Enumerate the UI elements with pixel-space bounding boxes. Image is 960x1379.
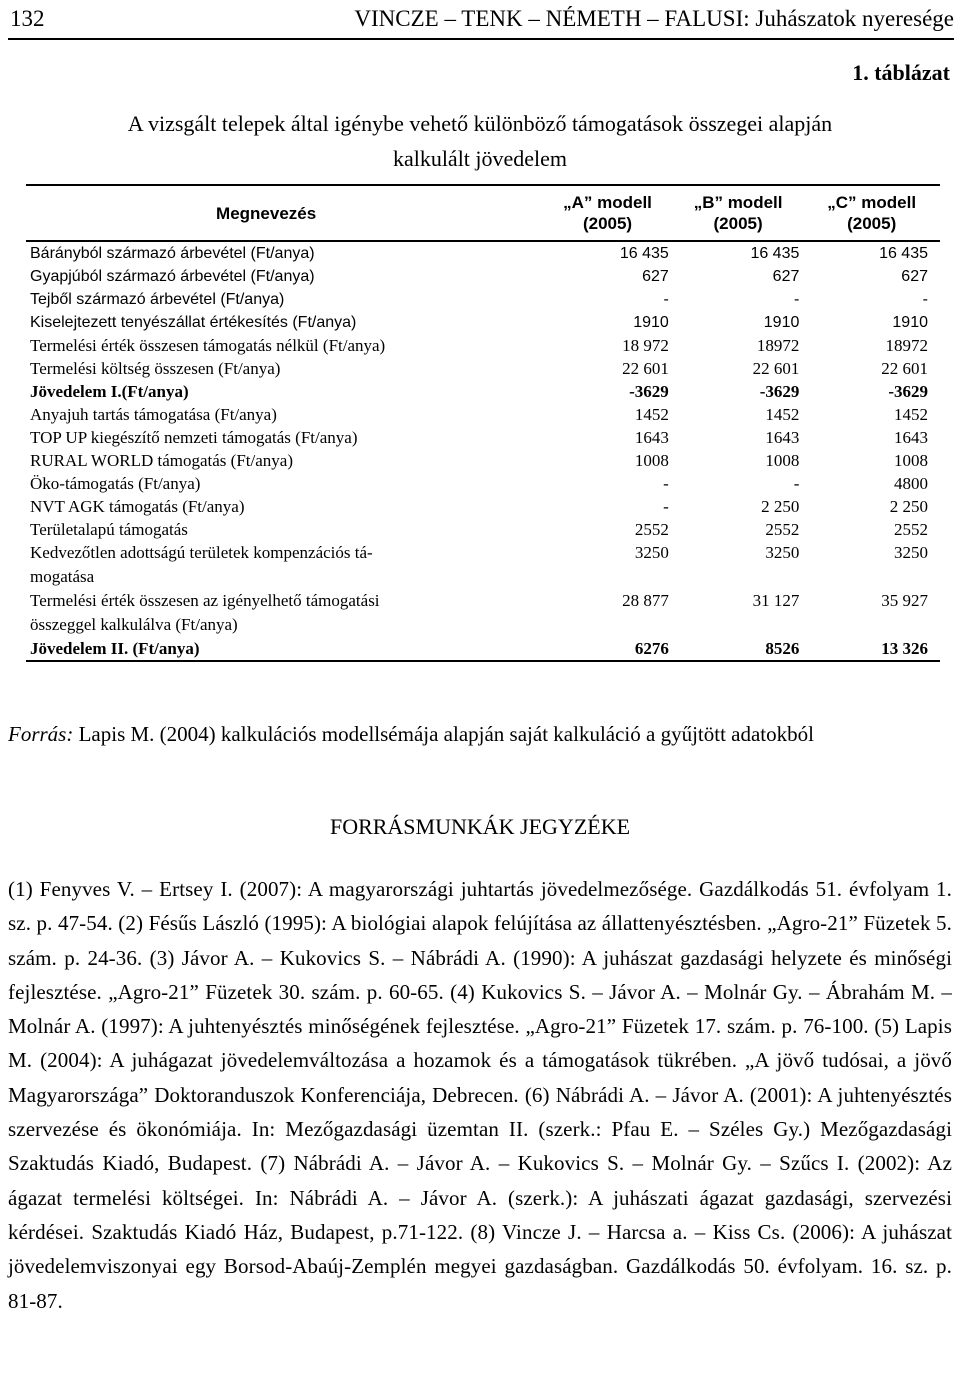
cell-b: 1452 [765, 405, 800, 424]
cell-a: 1452 [634, 405, 669, 424]
table-row [26, 449, 940, 472]
cell-c: 18972 [885, 336, 928, 355]
cell-a: -3629 [629, 382, 669, 401]
column-header-name: Megnevezés [26, 185, 542, 241]
cell-a: - [663, 291, 669, 308]
table-row [26, 472, 940, 495]
data-table [26, 184, 940, 662]
cell-c: 13 326 [803, 637, 940, 661]
source-label: Forrás: [8, 722, 74, 746]
cell-c: 3250 [894, 543, 928, 562]
row-label [26, 541, 542, 589]
row-label: Gyapjúból származó árbevétel (Ft/anya) [30, 268, 315, 285]
row-label: NVT AGK támogatás (Ft/anya) [30, 497, 245, 516]
cell-a: 16 435 [619, 245, 669, 262]
table-row [26, 311, 940, 334]
table-row [26, 518, 940, 541]
row-label: Termelési érték összesen támogatás nélkül (Ft/anya) [30, 336, 386, 355]
cell-b: 18972 [756, 336, 800, 355]
cell-c: 4800 [894, 474, 928, 493]
row-label-line-1: Kedvezőtlen adottságú területek kompenzációs tá- [30, 543, 373, 562]
cell-c: 1008 [894, 451, 928, 470]
cell-a: 18 972 [622, 336, 669, 355]
row-label [26, 589, 542, 637]
running-title: VINCZE – TENK – NÉMETH – FALUSI: Juhászatok nyeresége [354, 6, 954, 31]
cell-a: 1910 [633, 314, 669, 331]
cell-b: 1910 [763, 314, 800, 331]
cell-a: - [663, 474, 669, 493]
cell-c: 2552 [894, 520, 928, 539]
row-label-line-1: Termelési érték összesen az igényelhető támogatási [30, 591, 380, 610]
cell-b: 22 601 [752, 359, 800, 378]
references-body: (1) Fenyves V. – Ertsey I. (2007): A magyarországi juhtartás jövedelmezősége. Gazdálkodás 51. évfolyam 1. sz. p. 47-54. (2) Fésűs László (1995): A biológiai alapok felújítása az állattenyésztésben. „Agro-21” Füzetek 5. szám. p. 24-36. (3) Jávor A. – Kukovics S. – Nábrádi A. (1990): A juhászat gazdasági helyzete és minőségi fejlesztése. „Agro-21” Füzetek 30. szám. p. 60-65. (4) Kukovics S. – Jávor A. – Molnár Gy. – Ábrahám M. – Molnár A. (1997): A juhtenyésztés minőségének fejlesztése. „Agro-21” Füzetek 17. szám. p. 76-100. (5) Lapis M. (2004): A juhágazat jövedelemváltozása a hozamok és a támogatások tükrében. „A jövő tudósai, a jövő Magyarországa” Doktoranduszok Konferenciája, Debrecen. (6) Nábrádi A. – Jávor A. (2001): A juhtenyésztés szervezése és ökonómiája. In: Mezőgazdasági üzemtan II. (szerk.: Pfau E. – Széles Gy.) Mezőgazdasági Szaktudás Kiadó, Budapest. (7) Nábrádi A. – Jávor A. – Kukovics S. – Molnár Gy. – Szűcs I. (2002): Az ágazat termelési költségei. In: Nábrádi A. – Jávor A. (szerk.): A juhászati ágazat gazdasági, szervezési kérdései. Szaktudás Kiadó Ház, Budapest, p.71-122. (8) Vincze J. – Harcsa a. – Kiss Cs. (2006): A juhászat jövedelemviszonyai egy Borsod-Abaúj-Zemplén megyei gazdaságban. Gazdálkodás 50. évfolyam. 16. sz. p. 81-87. [8, 877, 952, 1313]
column-header-c [803, 185, 940, 241]
table-row [26, 637, 940, 661]
table-row [26, 288, 940, 311]
row-label: Kiselejtezett tenyészállat értékesítés (Ft/anya) [30, 314, 357, 331]
table-title-line-2: kalkulált jövedelem [392, 146, 568, 171]
cell-b: 31 127 [752, 591, 800, 610]
references-heading: FORRÁSMUNKÁK JEGYZÉKE [329, 814, 631, 839]
cell-c: 22 601 [881, 359, 928, 378]
cell-c: 1452 [894, 405, 928, 424]
row-label: Anyajuh tartás támogatása (Ft/anya) [30, 405, 277, 424]
cell-a: - [663, 497, 669, 516]
table-row [26, 403, 940, 426]
cell-c: 2 250 [889, 497, 928, 516]
column-header-b-line-2: (2005) [713, 214, 763, 233]
cell-a: 6276 [542, 637, 673, 661]
cell-a: 2552 [634, 520, 669, 539]
row-label: Jövedelem II. (Ft/anya) [26, 637, 542, 661]
cell-c: 35 927 [881, 591, 928, 610]
table-row [26, 495, 940, 518]
row-label: Bárányból származó árbevétel (Ft/anya) [30, 245, 315, 262]
cell-b: 2552 [765, 520, 800, 539]
table-row [26, 589, 940, 637]
column-header-c-line-1: „C” modell [827, 193, 917, 212]
cell-c: 1910 [892, 314, 928, 331]
table-source-note [8, 722, 814, 747]
page-number: 132 [10, 6, 45, 31]
column-header-c-line-2: (2005) [847, 214, 897, 233]
column-header-a-line-1: „A” modell [563, 193, 652, 212]
running-header [8, 2, 954, 40]
table-row [26, 241, 940, 265]
table-header-row [26, 185, 940, 241]
row-label: Tejből származó árbevétel (Ft/anya) [30, 291, 285, 308]
row-label-line-2: összeggel kalkulálva (Ft/anya) [30, 615, 238, 634]
cell-a: 3250 [634, 543, 669, 562]
row-label: Területalapú támogatás [30, 520, 188, 539]
column-header-a [542, 185, 673, 241]
cell-c: 627 [901, 268, 928, 285]
cell-b: 3250 [765, 543, 800, 562]
cell-b: 2 250 [761, 497, 800, 516]
cell-b: 1008 [765, 451, 800, 470]
cell-a: 22 601 [622, 359, 669, 378]
table-number: 1. táblázat [852, 60, 950, 85]
table-row [26, 334, 940, 357]
column-header-b-line-1: „B” modell [693, 193, 783, 212]
cell-c: 16 435 [879, 245, 928, 262]
cell-b: - [793, 474, 800, 493]
cell-a: 1643 [634, 428, 669, 447]
row-label: Öko-támogatás (Ft/anya) [30, 474, 201, 493]
table-row [26, 357, 940, 380]
row-label-line-2: mogatása [30, 567, 95, 586]
row-label: Termelési költség összesen (Ft/anya) [30, 359, 281, 378]
cell-b: 16 435 [750, 245, 800, 262]
column-header-a-line-2: (2005) [582, 214, 633, 233]
cell-c: - [922, 291, 928, 308]
cell-b: 1643 [765, 428, 800, 447]
table-row [26, 426, 940, 449]
table-title [0, 106, 960, 176]
cell-c: 1643 [894, 428, 928, 447]
table-title-line-1: A vizsgált telepek által igénybe vehető különböző támogatások összegei alapján [127, 111, 833, 136]
column-header-b [673, 185, 804, 241]
table-row [26, 265, 940, 288]
cell-a: 627 [642, 268, 669, 285]
cell-a: 28 877 [622, 591, 669, 610]
table-row [26, 380, 940, 403]
cell-c: -3629 [888, 382, 928, 401]
cell-a: 1008 [634, 451, 669, 470]
row-label: TOP UP kiegészítő nemzeti támogatás (Ft/anya) [30, 428, 358, 447]
row-label: RURAL WORLD támogatás (Ft/anya) [30, 451, 293, 470]
table-row [26, 541, 940, 589]
cell-b: - [794, 291, 800, 308]
cell-b: 627 [772, 268, 800, 285]
cell-b: -3629 [759, 382, 800, 401]
row-label: Jövedelem I.(Ft/anya) [30, 382, 189, 401]
cell-b: 8526 [673, 637, 804, 661]
source-text: Lapis M. (2004) kalkulációs modellsémája alapján saját kalkuláció a gyűjtött adatokból [73, 722, 814, 746]
